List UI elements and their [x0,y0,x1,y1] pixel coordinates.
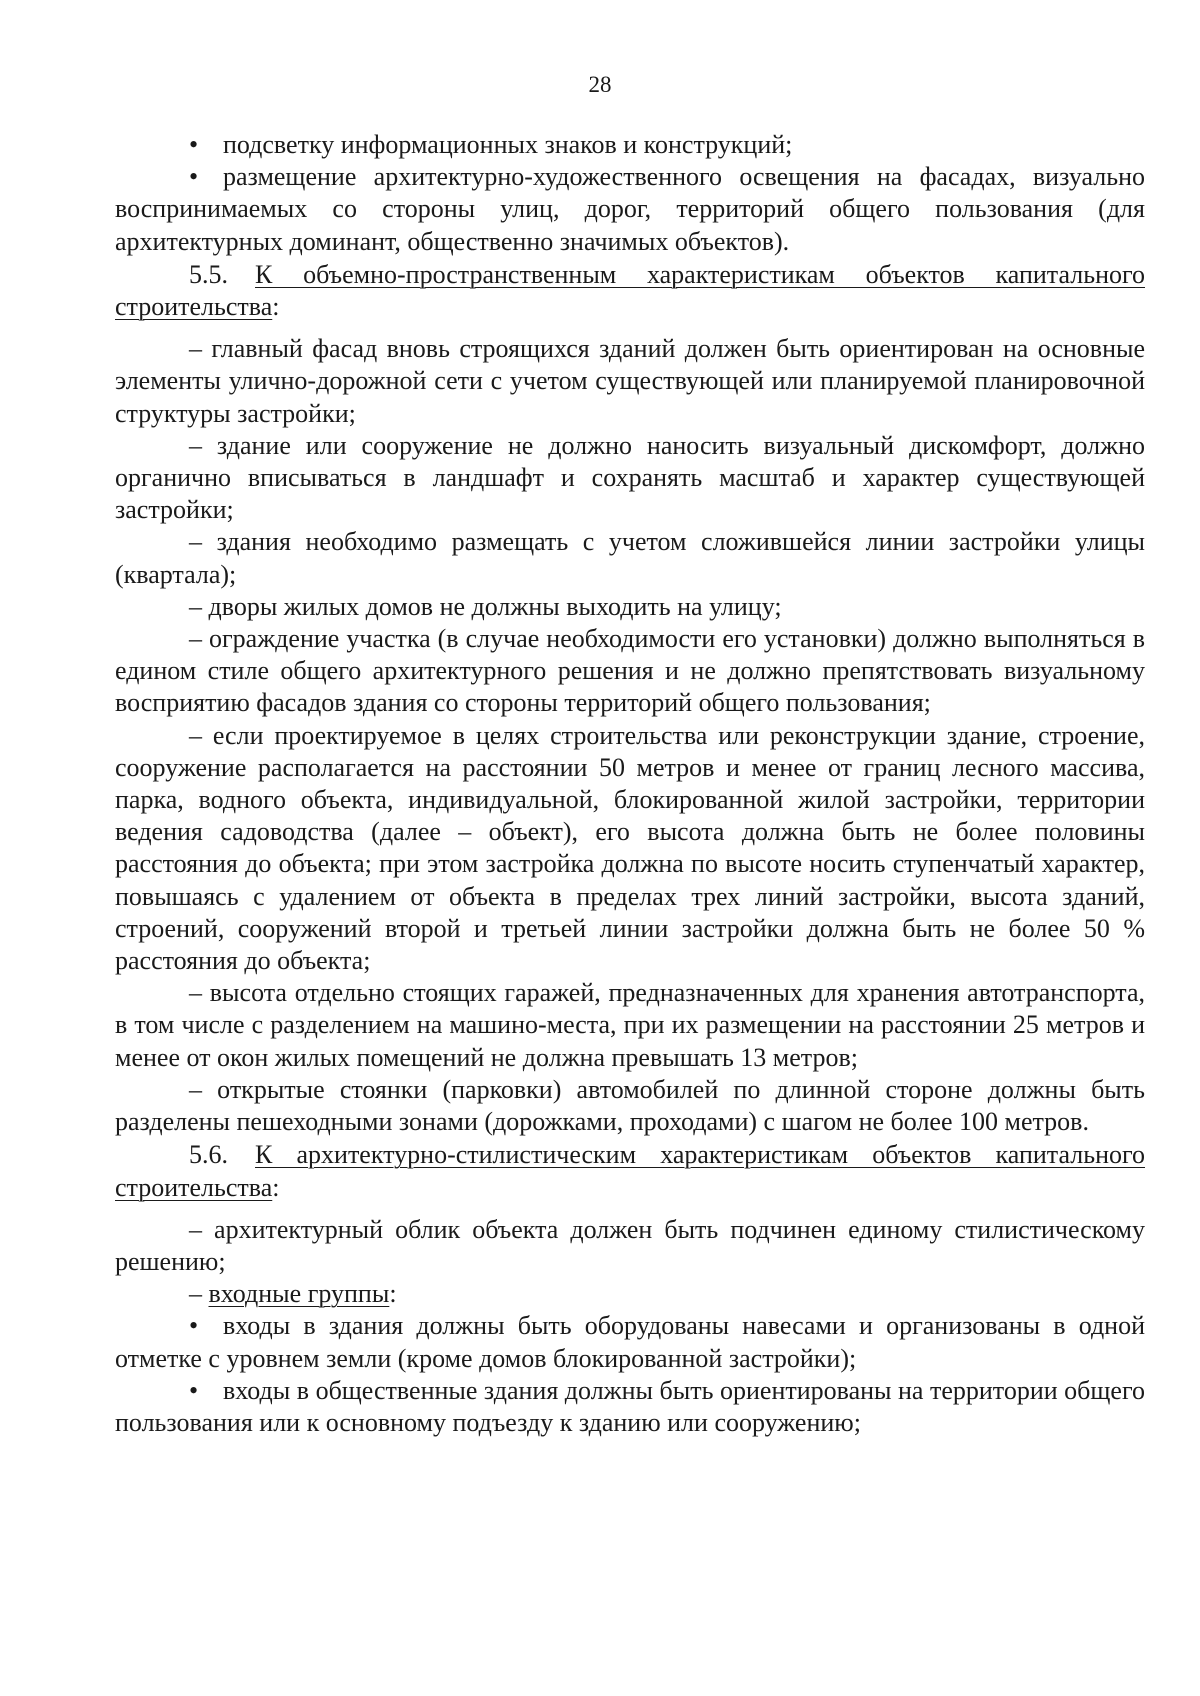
bullet-paragraph [115,161,1145,258]
bullet-text: подсветку информационных знаков и конструкций; [223,130,793,159]
list-item: – высота отдельно стоящих гаражей, предназначенных для хранения автотранспорта, в том числе с разделением на машино-места, при их размещении на расстоянии 25 метров и менее от окон жилых помещений не должна превышать 13 метров; [115,978,1145,1072]
subheading-suffix: : [389,1279,397,1309]
dash: – [189,1279,209,1309]
list-item: – здания необходимо размещать с учетом сложившейся линии застройки улицы (квартала); [115,527,1145,589]
bullet-icon: • [189,130,199,159]
section-title: К объемно-пространственным характеристикам объектов капитального строительства [115,259,1145,322]
list-item: – открытые стоянки (парковки) автомобилей по длинной стороне должны быть разделены пешеходными зонами (дорожками, проходами) с шагом не более 100 метров. [115,1074,1145,1137]
list-item: – архитектурный облик объекта должен быть подчинен единому стилистическому решению; [115,1214,1145,1276]
section-number: 5.5. [189,259,228,289]
section-heading-5-6 [115,1139,1145,1203]
section-title: К архитектурно-стилистическим характеристикам объектов капитального строительства [115,1140,1145,1202]
list-item: – главный фасад вновь строящихся зданий должен быть ориентирован на основные элементы улично-дорожной сети с учетом существующей или планируемой планировочной структуры застройки; [115,334,1145,428]
bullet-text: входы в здания должны быть оборудованы навесами и организованы в одной отметке с уровнем земли (кроме домов блокированной застройки); [115,1311,1145,1373]
bullet-text: входы в общественные здания должны быть ориентированы на территории общего пользования или к основному подъезду к зданию или сооружению; [115,1375,1145,1437]
section-heading-5-5 [115,259,1145,323]
list-item-subheading [115,1278,1145,1310]
list-item: – если проектируемое в целях строительства или реконструкции здание, строение, сооружение располагается на расстоянии 50 метров и менее от границ лесного массива, парка, водного объекта, индивидуальной, блокированной жилой застройки, территории ведения садоводства (далее – объект), его высота должна быть не более половины расстояния до объекта; при этом застройка должна по высоте носить ступенчатый характер, повышаясь с удалением от объекта в пределах трех линий застройки, высота зданий, строений, сооружений второй и третьей линии застройки должна быть не более 50 % расстояния до объекта; [115,720,1145,976]
list-item: – здание или сооружение не должно наносить визуальный дискомфорт, должно органично вписываться в ландшафт и сохранять масштаб и характер существующей застройки; [115,430,1145,525]
bullet-paragraph [115,129,1145,161]
bullet-paragraph [115,1310,1145,1374]
bullet-icon: • [189,1311,199,1341]
bullet-paragraph [115,1375,1145,1439]
list-item: – дворы жилых домов не должны выходить на улицу; [189,591,782,621]
section-suffix: : [272,292,280,322]
list-item: – ограждение участка (в случае необходимости его установки) должно выполняться в едином стиле общего архитектурного решения и не должно препятствовать визуальному восприятию фасадов здания со стороны территорий общего пользования; [115,624,1145,718]
bullet-text: размещение архитектурно-художественного освещения на фасадах, визуально воспринимаемых со стороны улиц, дорог, территорий общего пользования (для архитектурных доминант, общественно значимых объектов). [115,162,1145,256]
section-number: 5.6. [189,1140,228,1170]
page-number: 28 [588,72,612,97]
bullet-icon: • [189,162,199,192]
bullet-icon: • [189,1375,199,1405]
section-suffix: : [272,1172,280,1202]
document-body [115,129,1145,1439]
subheading-title: входные группы [208,1279,390,1309]
